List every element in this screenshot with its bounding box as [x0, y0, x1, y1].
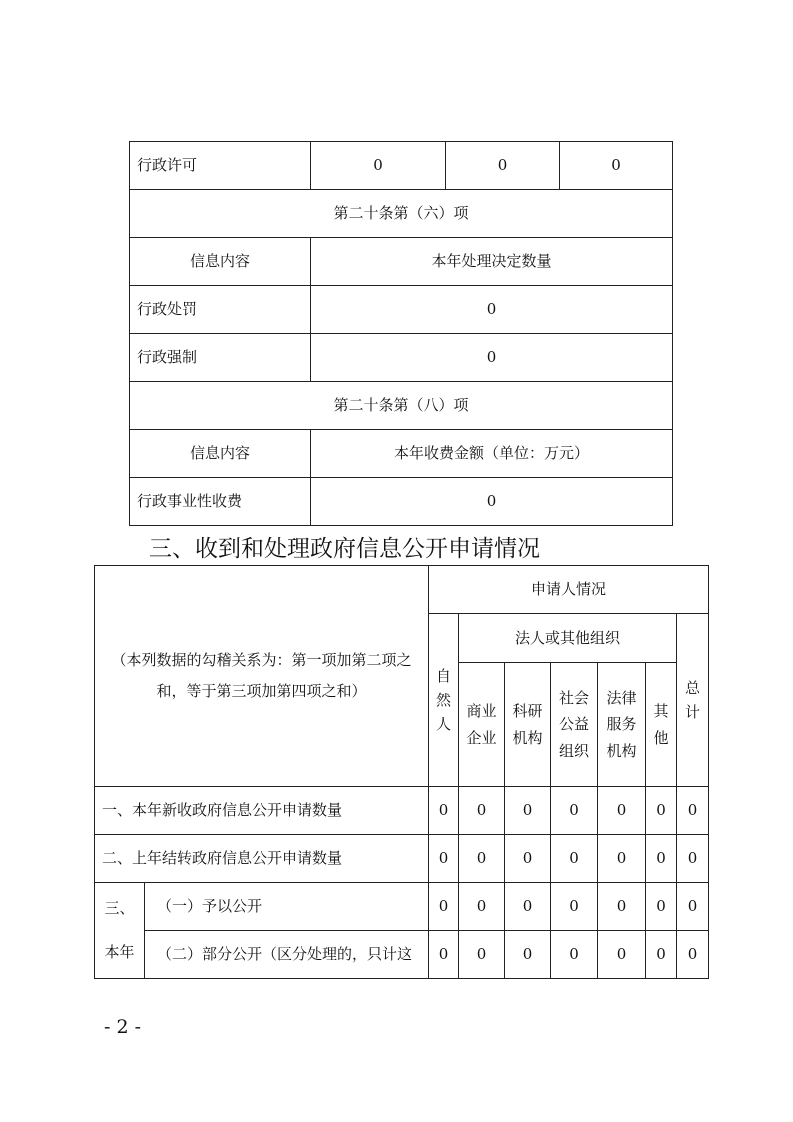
table-row	[130, 478, 673, 526]
cell-value: 0	[459, 931, 505, 979]
cell-value: 0	[459, 883, 505, 931]
section-title: 第二十条第（六）项	[130, 190, 673, 238]
row-label: 一、本年新收政府信息公开申请数量	[95, 787, 429, 835]
cell-value: 0	[598, 931, 646, 979]
cell-value: 0	[311, 286, 673, 334]
page-number: - 2 -	[104, 1016, 142, 1038]
row-label: （二）部分公开（区分处理的，只计这	[145, 931, 429, 979]
legal-entity-header: 法人或其他组织	[459, 614, 677, 663]
row-label: 行政处罚	[130, 286, 311, 334]
note-line: （本列数据的勾稽关系为：第一项加第二项之	[111, 650, 412, 669]
row-label: 行政许可	[130, 142, 311, 190]
cell-value: 0	[551, 835, 598, 883]
table-row	[130, 142, 673, 190]
cell-value: 0	[551, 787, 598, 835]
fee-and-decision-table	[129, 141, 673, 526]
cell-value: 0	[677, 931, 709, 979]
cell-value: 0	[311, 478, 673, 526]
cell-value: 0	[598, 883, 646, 931]
section-heading: 三、收到和处理政府信息公开申请情况	[149, 536, 540, 562]
column-header: 信息内容	[130, 238, 311, 286]
row-label: 行政强制	[130, 334, 311, 382]
cell-value: 0	[560, 142, 673, 190]
cell-value: 0	[429, 835, 459, 883]
subheader-research: 科研 机构	[505, 663, 551, 787]
table-row	[130, 382, 673, 430]
table-row	[130, 238, 673, 286]
cell-value: 0	[646, 787, 677, 835]
subheader-business: 商业 企业	[459, 663, 505, 787]
subheader-nonprofit: 社会 公益 组织	[551, 663, 598, 787]
application-stats-table	[94, 565, 709, 979]
column-header: 信息内容	[130, 430, 311, 478]
applicant-header: 申请人情况	[429, 566, 709, 614]
group-label: 三、 本年	[95, 883, 145, 979]
total-header: 总计	[677, 614, 709, 787]
cell-value: 0	[677, 883, 709, 931]
section-title: 第二十条第（八）项	[130, 382, 673, 430]
cell-value: 0	[646, 883, 677, 931]
cell-value: 0	[429, 883, 459, 931]
subheader-legal-service: 法律 服务 机构	[598, 663, 646, 787]
table-row	[95, 883, 709, 931]
table-row	[95, 931, 709, 979]
subheader-other: 其 他	[646, 663, 677, 787]
cell-value: 0	[598, 835, 646, 883]
cell-value: 0	[505, 931, 551, 979]
cell-value: 0	[677, 787, 709, 835]
note-line: 和，等于第三项加第四项之和）	[156, 682, 367, 700]
cell-value: 0	[646, 931, 677, 979]
table-row	[95, 787, 709, 835]
cell-value: 0	[646, 835, 677, 883]
row-label: 二、上年结转政府信息公开申请数量	[95, 835, 429, 883]
cell-value: 0	[429, 931, 459, 979]
cell-value: 0	[505, 835, 551, 883]
column-header: 本年处理决定数量	[311, 238, 673, 286]
column-header: 本年收费金额（单位：万元）	[311, 430, 673, 478]
cell-value: 0	[311, 334, 673, 382]
cell-value: 0	[429, 787, 459, 835]
cell-value: 0	[551, 883, 598, 931]
table-row	[95, 566, 709, 614]
cell-value: 0	[311, 142, 446, 190]
cell-value: 0	[551, 931, 598, 979]
table-row	[130, 334, 673, 382]
row-label: （一）予以公开	[145, 883, 429, 931]
cell-value: 0	[505, 787, 551, 835]
cell-value: 0	[459, 787, 505, 835]
table-row	[130, 430, 673, 478]
cell-value: 0	[505, 883, 551, 931]
table-row	[130, 286, 673, 334]
cell-value: 0	[459, 835, 505, 883]
row-label: 行政事业性收费	[130, 478, 311, 526]
table-row	[95, 835, 709, 883]
table-row	[130, 190, 673, 238]
cell-value: 0	[677, 835, 709, 883]
natural-person-header: 自然人	[429, 614, 459, 787]
cell-value: 0	[446, 142, 560, 190]
note-cell	[95, 566, 429, 787]
cell-value: 0	[598, 787, 646, 835]
